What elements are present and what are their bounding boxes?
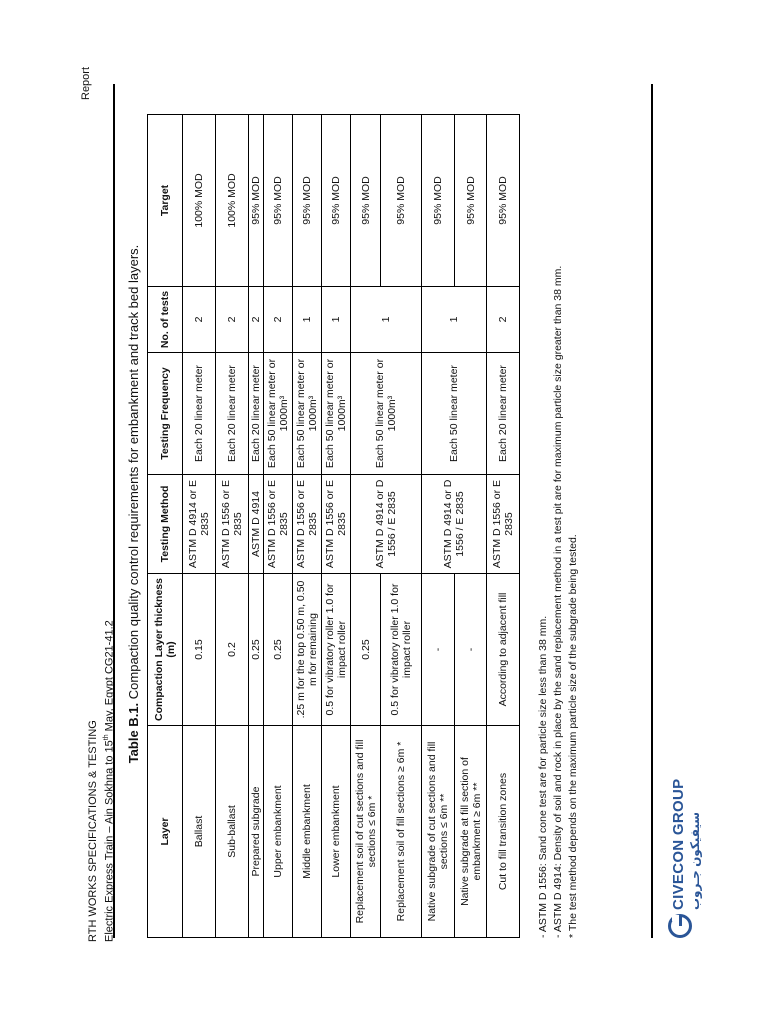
cell-thickness: 0.15: [183, 574, 216, 726]
cell-layer: Lower embankment: [322, 726, 351, 938]
cell-frequency: Each 50 linear meter: [422, 353, 487, 475]
cell-layer: Cut to fill transition zones: [487, 726, 520, 938]
cell-frequency: Each 50 linear meter or 1000m³: [264, 353, 293, 475]
cell-frequency: Each 20 linear meter: [487, 353, 520, 475]
table-row: [487, 115, 520, 938]
cell-frequency: Each 20 linear meter: [249, 353, 264, 475]
cell-method: ASTM D 4914 or E 2835: [183, 475, 216, 574]
cell-target: 95% MOD: [422, 115, 455, 287]
cell-method: ASTM D 1556 or E 2835: [264, 475, 293, 574]
cell-layer: Native subgrade at fill section of embankment ≥ 6m **: [455, 726, 487, 938]
header-method: Testing Method: [148, 475, 183, 574]
cell-target: 95% MOD: [322, 115, 351, 287]
header-thickness: Compaction Layer thickness (m): [148, 574, 183, 726]
cell-layer: Sub-ballast: [216, 726, 249, 938]
cell-frequency: Each 50 linear meter or 1000m³: [293, 353, 322, 475]
note-item: - ASTM D 1556: Sand cone test are for particle size less than 38 mm.: [537, 615, 549, 938]
cell-method: ASTM D 4914 or D 1556 / E 2835: [351, 475, 422, 574]
table-row: [264, 115, 293, 938]
cell-target: 95% MOD: [381, 115, 422, 287]
header-layer: Layer: [148, 726, 183, 938]
cell-thickness: -: [455, 574, 487, 726]
cell-thickness: 0.25: [249, 574, 264, 726]
table-row: [322, 115, 351, 938]
cell-tests: 1: [351, 287, 422, 353]
table-row: [249, 115, 264, 938]
footer-rule: [651, 84, 653, 938]
cell-thickness: -: [422, 574, 455, 726]
cell-layer: Replacement soil of cut sections and fill sections ≤ 6m *: [351, 726, 381, 938]
cell-thickness: 0.5 for vibratory roller 1.0 for impact roller: [381, 574, 422, 726]
cell-tests: 1: [293, 287, 322, 353]
table-row: [293, 115, 322, 938]
cell-layer: Prepared subgrade: [249, 726, 264, 938]
cell-frequency: Each 20 linear meter: [216, 353, 249, 475]
cell-frequency: Each 20 linear meter: [183, 353, 216, 475]
cell-layer: Upper embankment: [264, 726, 293, 938]
cell-target: 95% MOD: [351, 115, 381, 287]
header-rule: [113, 84, 115, 938]
cell-tests: 2: [249, 287, 264, 353]
header-report-label: Report: [80, 66, 92, 100]
cell-layer: Replacement soil of fill sections ≥ 6m *: [381, 726, 422, 938]
cell-target: 95% MOD: [293, 115, 322, 287]
cell-target: 100% MOD: [216, 115, 249, 287]
note-item: * The test method depends on the maximum particle size of the subgrade being tested.: [567, 534, 579, 938]
table-notes: [536, 266, 581, 938]
cell-layer: Native subgrade of cut sections and fill sections ≤ 6m **: [422, 726, 455, 938]
header-target: Target: [148, 115, 183, 287]
table-row: [422, 115, 455, 938]
cell-method: ASTM D 1556 or E 2835: [487, 475, 520, 574]
cell-method: ASTM D 1556 or E 2835: [322, 475, 351, 574]
table-row: [351, 115, 381, 938]
cell-target: 95% MOD: [249, 115, 264, 287]
header-line-2: Electric Express Train – Ain Sokhna to 15th May, Egypt CG21-41.2: [103, 620, 116, 942]
cell-target: 95% MOD: [264, 115, 293, 287]
cell-thickness: 0.25: [351, 574, 381, 726]
logo-arabic-name: سيفيكون جـروب: [688, 811, 702, 910]
cell-method: ASTM D 1556 or E 2835: [293, 475, 322, 574]
cell-thickness: 0.5 for vibratory roller 1.0 for impact roller: [322, 574, 351, 726]
table-caption: Table B.1. Compaction quality control requirements for embankment and track bed layers.: [126, 244, 141, 764]
cell-tests: 2: [487, 287, 520, 353]
cell-method: ASTM D 4914: [249, 475, 264, 574]
header-tests: No. of tests: [148, 287, 183, 353]
cell-target: 95% MOD: [455, 115, 487, 287]
g-logo-icon: [668, 914, 692, 938]
table-row: [216, 115, 249, 938]
cell-method: ASTM D 1556 or E 2835: [216, 475, 249, 574]
logo-name: CIVECON GROUP: [670, 778, 687, 910]
cell-method: ASTM D 4914 or D 1556 / E 2835: [422, 475, 487, 574]
cell-tests: 1: [422, 287, 487, 353]
cell-thickness: 0.2: [216, 574, 249, 726]
table-row: [183, 115, 216, 938]
cell-frequency: Each 50 linear meter or 1000m³: [322, 353, 351, 475]
cell-frequency: Each 50 linear meter or 1000m³: [351, 353, 422, 475]
cell-tests: 2: [183, 287, 216, 353]
cell-layer: Middle embankment: [293, 726, 322, 938]
header-line-1: RTH WORKS SPECIFICATIONS & TESTING: [87, 720, 99, 942]
cell-thickness: According to adjacent fill: [487, 574, 520, 726]
cell-thickness: .25 m for the top 0.50 m, 0.50 m for remaining: [293, 574, 322, 726]
table-header-row: [148, 115, 183, 938]
cell-layer: Ballast: [183, 726, 216, 938]
compaction-table: [147, 114, 520, 938]
civecon-logo: [666, 778, 726, 938]
cell-thickness: 0.25: [264, 574, 293, 726]
cell-target: 95% MOD: [487, 115, 520, 287]
cell-tests: 1: [322, 287, 351, 353]
cell-tests: 2: [264, 287, 293, 353]
cell-tests: 2: [216, 287, 249, 353]
cell-target: 100% MOD: [183, 115, 216, 287]
note-item: - ASTM D 4914: Density of soil and rock in place by the sand replacement method in a test pit are for maximum particle size greater than 38 mm.: [552, 265, 564, 938]
header-frequency: Testing Frequency: [148, 353, 183, 475]
